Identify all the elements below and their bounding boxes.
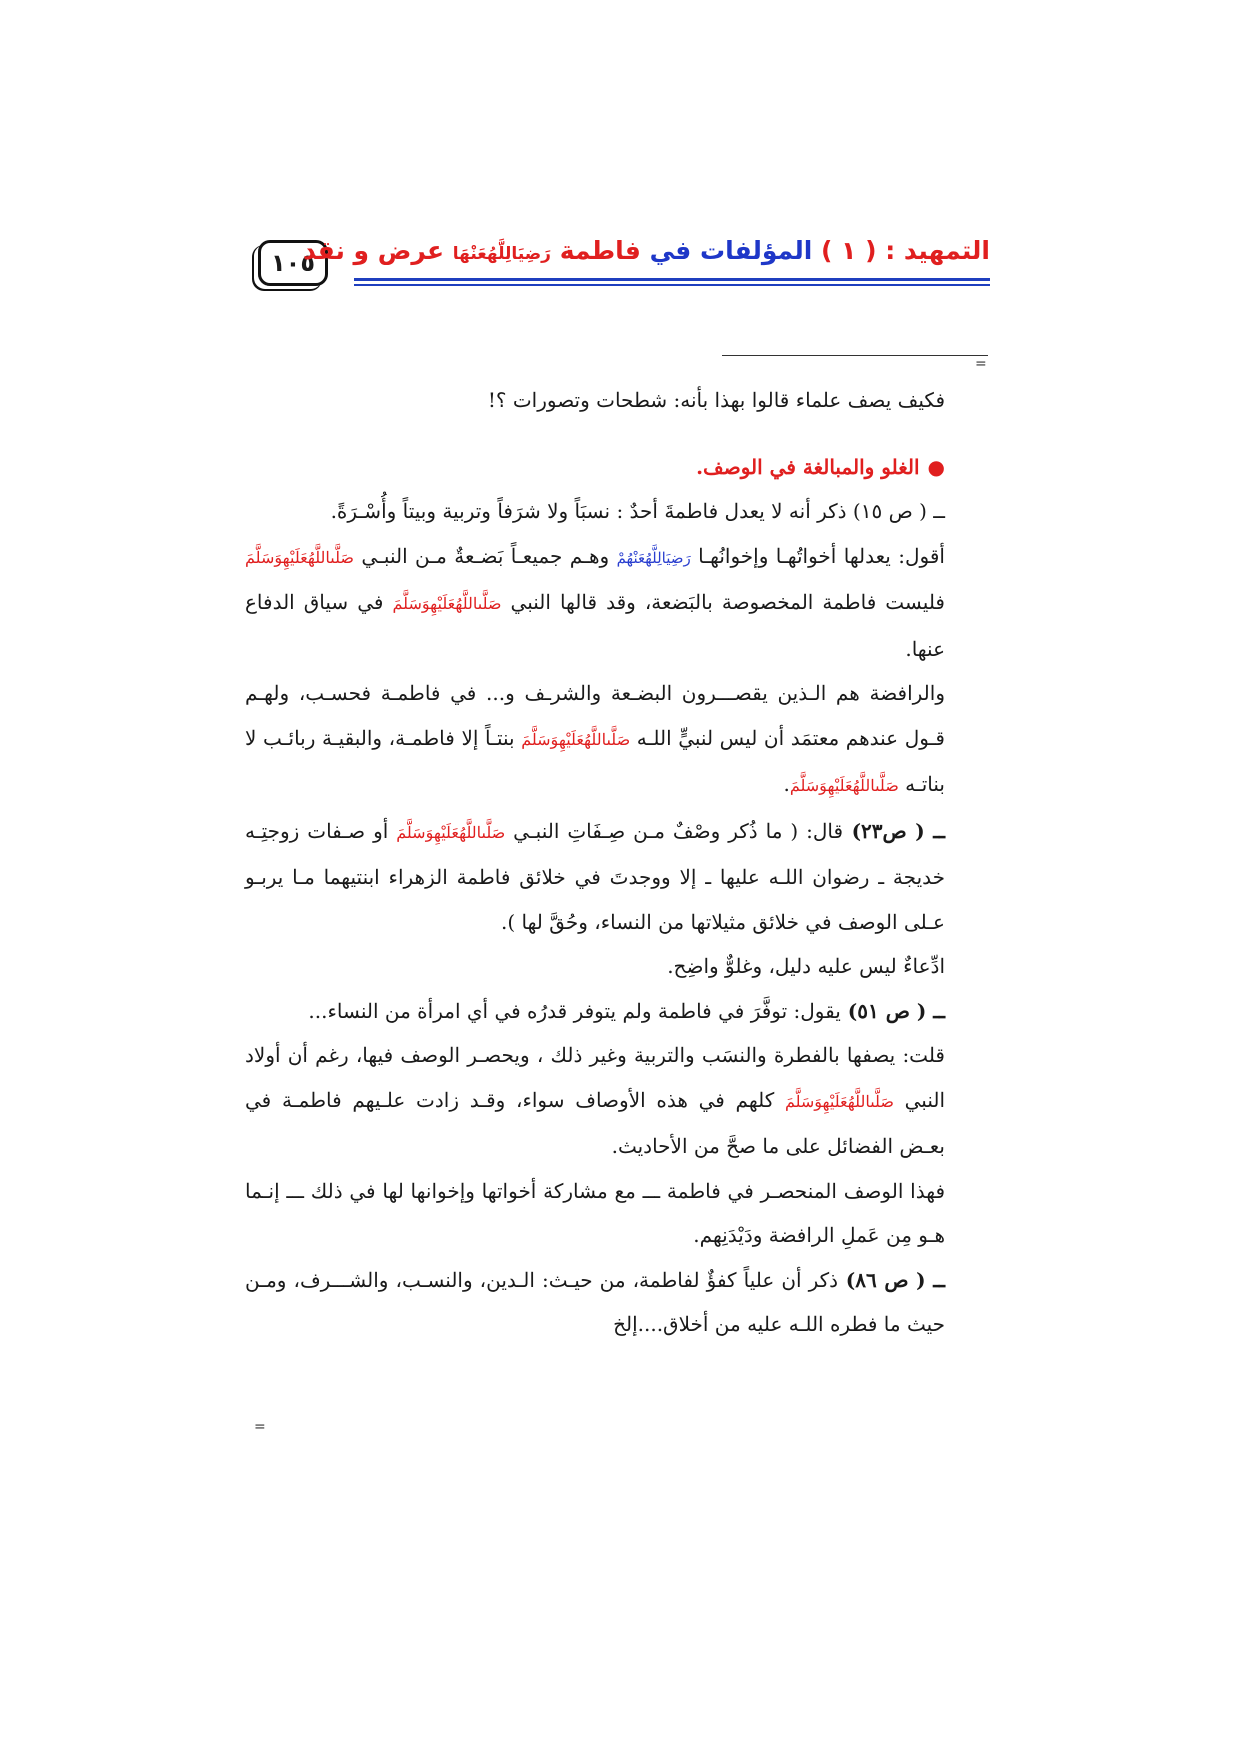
paragraph-8-text-b: كلهم في هذه الأوصاف سواء، وقـد زادت علـيهم فاطمـة في بعـض الفضائل على ما صحَّ من الأحاديث.	[245, 1087, 945, 1158]
footnote-rule	[722, 355, 988, 356]
honorific-radiallah: رَضِيَالِلَّهُعَنْهُمْ	[616, 548, 691, 567]
paragraph-3-text-c: فليست فاطمة المخصوصة بالبَضعة، وقد قالها النبي	[501, 590, 945, 614]
paragraph-4	[245, 671, 945, 809]
honorific-salla: صَلَّىاللَّهُعَلَيْهِوَسَلَّمَ	[396, 822, 506, 842]
honorific-salla: صَلَّىاللَّهُعَلَيْهِوَسَلَّمَ	[789, 776, 899, 795]
paragraph-2-text: ــ ( ص ١٥) ذكر أنه لا يعدل فاطمةَ أحدٌ : نسبَاً ولا شرَفاً وتربية وبيتاً وأُسْـرَةً.	[330, 499, 945, 523]
paragraph-1-text: فكيف يصف علماء قالوا بهذا بأنه: شطحات وتصورات ؟!	[487, 388, 945, 412]
header-title-number: ١	[841, 236, 857, 265]
page-reference: ــ ( ص ٥١)	[840, 998, 945, 1023]
footnote-continuation-mark-bottom: =	[254, 1419, 266, 1435]
paragraph-9-text: فهذا الوصف المنحصـر في فاطمة ـــ مع مشاركة أخواتها وإخوانها لها في ذلك ـــ إنـما هـو مِن عَملِ الرافضة ودَيْدَنِهم.	[245, 1178, 945, 1247]
paragraph-4-text-b: بنتـاً إلا فاطمـة، والبقيـة ربائـب لا بناتـه	[245, 725, 945, 796]
paragraph-4-text-a: والرافضة هم الـذين يقصـــرون البضـعة والشرـف و... في فاطمـة فحسـب، ولهـم قـول عندهم معتمَد أن ليس لنبيٍّ اللـه	[245, 681, 945, 750]
running-header	[303, 236, 990, 265]
paragraph-7	[245, 989, 945, 1034]
paragraph-5-text-c: أو صـفات زوجتِـه خديجة ـ رضوان اللـه عليها ـ إلا ووجدتَ في خلائق فاطمة الزهراء ابنتيهما مـا يربـو عـلى الوصف في خلائق مثيلاتها من النساء، وحُقَّ لها ).	[245, 818, 945, 934]
page-reference: ــ ( ص ٨٦)	[838, 1267, 945, 1292]
paragraph-1	[245, 378, 945, 423]
page-number: ١٠٥	[258, 240, 328, 286]
honorific-salla: صَلَّىاللَّهُعَلَيْهِوَسَلَّمَ	[392, 594, 502, 613]
paragraph-6-text: ادِّعاءٌ ليس عليه دليل، وغلوٌّ واضِح.	[667, 954, 945, 978]
header-honorific: رَضِيَالِلَّهُعَنْهَا	[452, 244, 551, 264]
page-body	[245, 378, 945, 1347]
header-title-part1: التمهيد : (	[856, 236, 990, 265]
paragraph-10-text: ذكر أن علياً كفؤٌ لفاطمة، من حيـث: الـدين، والنسـب، والشـــرف، ومـن حيث ما فطره اللـه عليه من أخلاق....إلخ	[245, 1267, 945, 1336]
paragraph-3-text-d: في سياق الدفاع عنها.	[245, 590, 945, 661]
header-title-part3: المؤلفات في	[649, 236, 813, 265]
paragraph-3	[245, 534, 945, 672]
section-heading	[245, 445, 945, 490]
footnote-continuation-mark-top: =	[975, 356, 987, 372]
paragraph-8-text-a: قلت: يصفها بالفطرة والنسَب والتربية وغير ذلك ، ويحصـر الوصف فيها، رغم أن أولاد النبي	[245, 1043, 946, 1112]
paragraph-10	[245, 1258, 945, 1347]
paragraph-7-text: يقول: توفَّرَ في فاطمة ولم يتوفر قدرُه في أي امرأة من النساء...	[308, 998, 841, 1023]
honorific-salla: صَلَّىاللَّهُعَلَيْهِوَسَلَّمَ	[521, 729, 631, 749]
bullet-icon: ●	[927, 454, 945, 479]
paragraph-3-text-b: وهـم جميعـاً بَضـعةٌ مـن النبـي	[353, 543, 617, 568]
header-title-part4: فاطمة	[550, 236, 650, 265]
header-title-part5: عرض و نقد	[303, 236, 453, 265]
page-reference: ــ ( ص٢٣)	[843, 818, 945, 843]
header-rule	[354, 278, 990, 286]
paragraph-6	[245, 944, 945, 989]
paragraph-8	[245, 1033, 945, 1169]
paragraph-5-text-b: قال: ( ما ذُكر وصْفٌ مـن صِـفَاتِ النبـي	[505, 818, 844, 843]
header-title-part2: )	[812, 236, 842, 265]
paragraph-9	[245, 1169, 945, 1258]
paragraph-2	[245, 489, 945, 534]
honorific-salla: صَلَّىاللَّهُعَلَيْهِوَسَلَّمَ	[245, 547, 354, 567]
paragraph-5	[245, 809, 945, 945]
paragraph-4-text-c: .	[783, 772, 790, 796]
honorific-salla: صَلَّىاللَّهُعَلَيْهِوَسَلَّمَ	[784, 1091, 894, 1111]
section-heading-text: الغلو والمبالغة في الوصف.	[696, 454, 920, 479]
paragraph-3-text-a: أقول: يعدلها أخواتُهـا وإخوانُهـا	[690, 543, 945, 568]
